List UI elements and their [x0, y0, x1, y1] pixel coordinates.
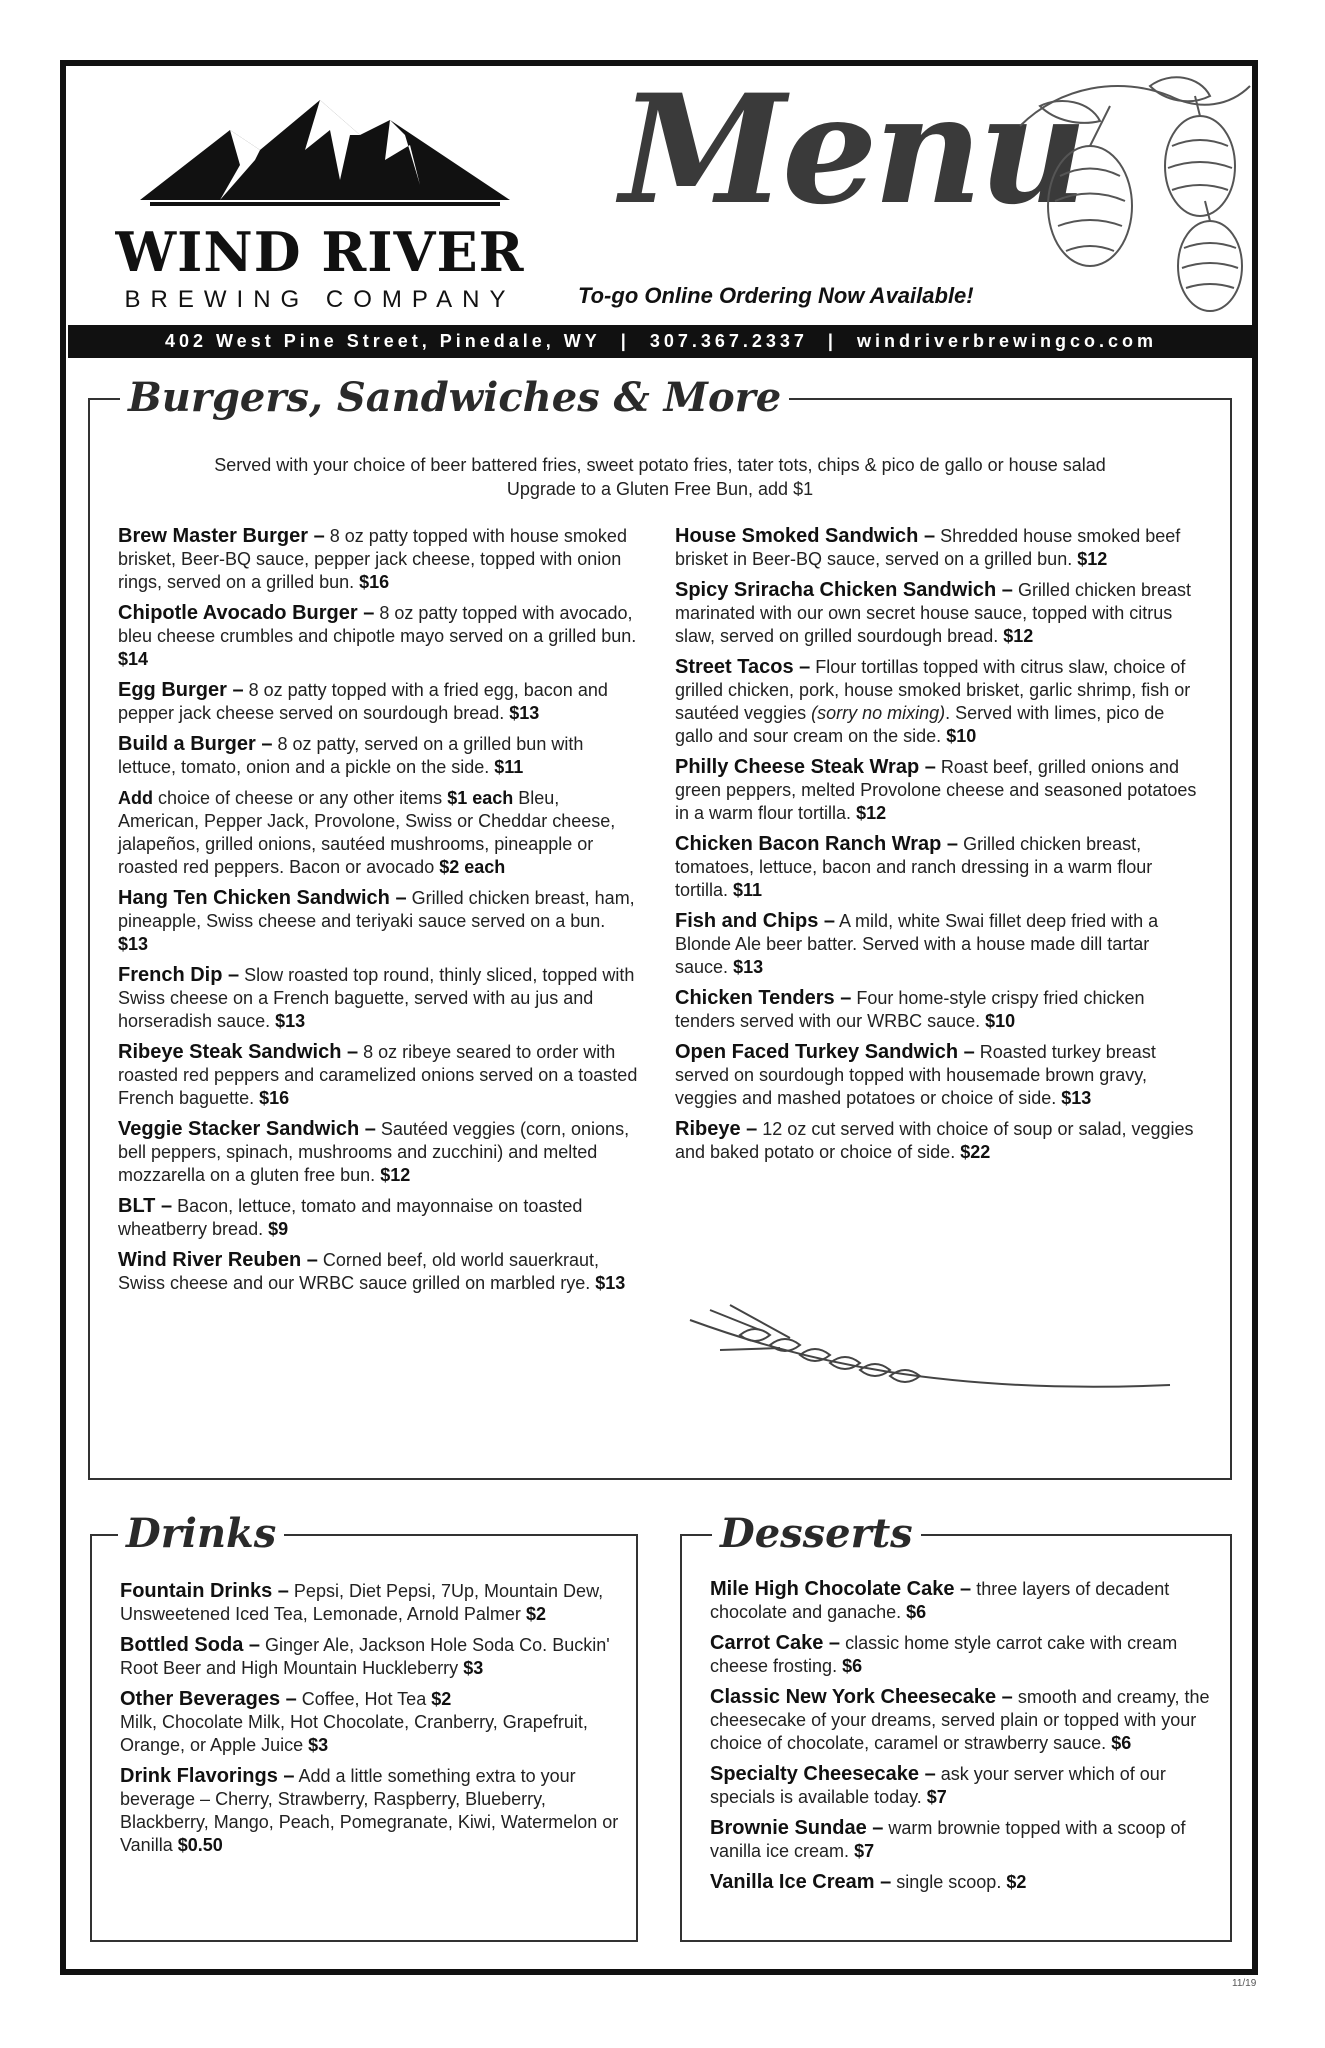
item-desc: Bacon, lettuce, tomato and mayonnaise on toasted wheatberry bread. [118, 1196, 583, 1239]
burgers-intro-line1: Served with your choice of beer battered fries, sweet potato fries, tater tots, chips & pico de gallo or house salad [214, 455, 1106, 475]
addons-price2: $2 each [439, 857, 506, 877]
item-desc: 12 oz cut served with choice of soup or salad, veggies and baked potato or choice of side. [675, 1119, 1194, 1162]
item-price: $13 [595, 1273, 626, 1293]
menu-item [118, 602, 638, 671]
item-price: $2 [1006, 1872, 1027, 1892]
item-name: Chipotle Avocado Burger – [118, 602, 375, 624]
burgers-right-column [675, 525, 1200, 1172]
menu-item [118, 887, 638, 956]
item-name: Fountain Drinks – [120, 1580, 289, 1602]
desserts-column [710, 1578, 1210, 1902]
item-name: Veggie Stacker Sandwich – [118, 1118, 376, 1140]
item-name: Classic New York Cheesecake – [710, 1686, 1013, 1708]
menu-item [675, 656, 1200, 748]
item-name: Fish and Chips – [675, 910, 836, 932]
item-desc: single scoop. [896, 1872, 1002, 1892]
item-name: Open Faced Turkey Sandwich – [675, 1041, 975, 1063]
brand-name: WIND RIVER [115, 220, 525, 284]
item-desc: Roasted turkey breast served on sourdough topped with housemade brown gravy, veggies and mashed potatoes or choice of side. [675, 1042, 1156, 1108]
item-price: $13 [1061, 1088, 1092, 1108]
item-desc: ask your server which of our specials is available today. [710, 1764, 1166, 1807]
item-price: $6 [842, 1656, 863, 1676]
item-price: $12 [1003, 626, 1034, 646]
item-desc: classic home style carrot cake with cream cheese frosting. [710, 1633, 1178, 1676]
item-name: Vanilla Ice Cream – [710, 1871, 892, 1893]
item-desc: Coffee, Hot Tea [301, 1689, 427, 1709]
addons-text2: Bleu, American, Pepper Jack, Provolone, Swiss or Cheddar cheese, jalapeños, grilled onions, sautéed mushrooms, pineapple or roasted red peppers. Bacon or avocado [118, 788, 616, 877]
item-desc: . Served with limes, pico de gallo and sour cream on the side. [675, 703, 1165, 746]
menu-title: Menu [620, 62, 1084, 238]
item-desc: Four home-style crispy fried chicken tenders served with our WRBC sauce. [675, 988, 1145, 1031]
menu-item [118, 525, 638, 594]
item-price: $11 [733, 880, 763, 900]
item-price: $10 [985, 1011, 1016, 1031]
drinks-column [120, 1580, 620, 1865]
item-desc: Sautéed veggies (corn, onions, bell peppers, spinach, mushrooms and zucchini) and melted mozzarella on a gluten free bun. [118, 1119, 630, 1185]
item-price: $16 [359, 572, 390, 592]
item-name: BLT – [118, 1195, 173, 1217]
burgers-left-column [118, 525, 638, 1303]
menu-item [118, 1118, 638, 1187]
menu-item [710, 1763, 1210, 1809]
menu-item [118, 1195, 638, 1241]
menu-item [120, 1634, 620, 1680]
burgers-intro-line2: Upgrade to a Gluten Free Bun, add $1 [506, 479, 814, 499]
menu-item [710, 1871, 1210, 1894]
item-price: $2 [431, 1689, 452, 1709]
menu-item [120, 1765, 620, 1857]
mountain-logo-icon [90, 90, 550, 220]
item-desc: 8 oz patty topped with a fried egg, bacon and pepper jack cheese served on sourdough bread. [118, 680, 608, 723]
item-name: Chicken Tenders – [675, 987, 852, 1009]
addons-price1: $1 each [447, 788, 514, 808]
item-name: Other Beverages – [120, 1688, 297, 1710]
hops-illustration-icon [1000, 66, 1255, 326]
item-price: $11 [494, 757, 524, 777]
item-price: $2 [525, 1604, 546, 1624]
contact-bar [68, 325, 1254, 358]
menu-item [710, 1578, 1210, 1624]
item-price: $6 [906, 1602, 927, 1622]
item-price: $9 [268, 1219, 289, 1239]
menu-item [710, 1632, 1210, 1678]
item-price: $13 [509, 703, 540, 723]
brand-subtitle: BREWING COMPANY [124, 286, 516, 313]
togo-ordering-note: To-go Online Ordering Now Available! [578, 283, 974, 308]
item-price: $7 [854, 1841, 875, 1861]
item-desc: Grilled chicken breast marinated with our own secret house sauce, topped with citrus slaw, served on grilled sourdough bread. [675, 580, 1192, 646]
item-name: Build a Burger – [118, 733, 273, 755]
item-desc: Milk, Chocolate Milk, Hot Chocolate, Cranberry, Grapefruit, Orange, or Apple Juice [120, 1712, 588, 1755]
item-price: $3 [463, 1658, 484, 1678]
item-desc-italic: (sorry no mixing) [811, 703, 946, 723]
item-desc: smooth and creamy, the cheesecake of your dreams, served plain or topped with your choice of chocolate, caramel or strawberry sauce. [710, 1687, 1210, 1753]
drinks-section-title: Drinks [118, 1510, 284, 1557]
burgers-section-title: Burgers, Sandwiches & More [120, 374, 789, 421]
addons-text1: choice of cheese or any other items [158, 788, 443, 808]
item-desc: Flour tortillas topped with citrus slaw, choice of grilled chicken, pork, house smoked brisket, garlic shrimp, fish or sautéed veggies [675, 657, 1191, 723]
item-price: $12 [856, 803, 887, 823]
addons-lead: Add [118, 788, 153, 808]
item-price: $13 [733, 957, 764, 977]
item-price: $0.50 [177, 1835, 223, 1855]
item-desc: warm brownie topped with a scoop of vanilla ice cream. [710, 1818, 1186, 1861]
item-name: French Dip – [118, 964, 240, 986]
item-desc: three layers of decadent chocolate and ganache. [710, 1579, 1170, 1622]
item-name: Philly Cheese Steak Wrap – [675, 756, 936, 778]
item-name: Hang Ten Chicken Sandwich – [118, 887, 407, 909]
item-name: Carrot Cake – [710, 1632, 841, 1654]
item-desc: 8 oz ribeye seared to order with roasted red peppers and caramelized onions served on a toasted French baguette. [118, 1042, 638, 1108]
item-name: Brew Master Burger – [118, 525, 325, 547]
brand-logo [90, 90, 550, 313]
item-price: $14 [118, 649, 149, 669]
addons-note [118, 787, 638, 879]
menu-item [675, 525, 1200, 571]
menu-item [118, 733, 638, 779]
menu-item [675, 1041, 1200, 1110]
item-price: $10 [946, 726, 977, 746]
phone-text: 307.367.2337 [649, 331, 808, 351]
menu-item [118, 964, 638, 1033]
menu-item [118, 1249, 638, 1295]
item-price: $13 [275, 1011, 306, 1031]
item-name: Ribeye – [675, 1118, 758, 1140]
item-name: Wind River Reuben – [118, 1249, 318, 1271]
item-price: $12 [380, 1165, 411, 1185]
address-text: 402 West Pine Street, Pinedale, WY [164, 331, 601, 351]
item-price: $13 [118, 934, 149, 954]
item-desc: Corned beef, old world sauerkraut, Swiss cheese and our WRBC sauce grilled on marbled rye. [118, 1250, 600, 1293]
item-price: $3 [308, 1735, 329, 1755]
item-name: Egg Burger – [118, 679, 244, 701]
separator: | [827, 331, 837, 351]
menu-item [710, 1817, 1210, 1863]
item-desc: 8 oz patty, served on a grilled bun with lettuce, tomato, onion and a pickle on the side. [118, 734, 584, 777]
item-name: Mile High Chocolate Cake – [710, 1578, 972, 1600]
menu-item [118, 679, 638, 725]
menu-item [675, 579, 1200, 648]
item-price: $22 [960, 1142, 991, 1162]
menu-item [118, 1041, 638, 1110]
item-name: Street Tacos – [675, 656, 811, 678]
item-price: $7 [926, 1787, 947, 1807]
desserts-section-title: Desserts [712, 1510, 921, 1557]
wheat-illustration-icon [680, 1300, 1180, 1410]
item-desc: Ginger Ale, Jackson Hole Soda Co. Buckin' Root Beer and High Mountain Huckleberry [120, 1635, 610, 1678]
item-name: Chicken Bacon Ranch Wrap – [675, 833, 959, 855]
item-name: Brownie Sundae – [710, 1817, 884, 1839]
menu-item [675, 910, 1200, 979]
website-text: windriverbrewingco.com [856, 331, 1158, 351]
menu-item [675, 833, 1200, 902]
item-desc: Grilled chicken breast, tomatoes, lettuce, bacon and ranch dressing in a warm flour tortilla. [675, 834, 1153, 900]
menu-item [120, 1580, 620, 1626]
item-desc: Slow roasted top round, thinly sliced, topped with Swiss cheese on a French baguette, served with au jus and horseradish sauce. [118, 965, 635, 1031]
version-footnote: 11/19 [1232, 1978, 1257, 1989]
item-name: Spicy Sriracha Chicken Sandwich – [675, 579, 1013, 601]
menu-item [710, 1686, 1210, 1755]
item-desc: Shredded house smoked beef brisket in Beer-BQ sauce, served on a grilled bun. [675, 526, 1181, 569]
menu-item [675, 987, 1200, 1033]
item-price: $6 [1111, 1733, 1132, 1753]
item-desc: Roast beef, grilled onions and green peppers, melted Provolone cheese and seasoned potatoes in a warm flour tortilla. [675, 757, 1197, 823]
item-name: House Smoked Sandwich – [675, 525, 936, 547]
item-name: Bottled Soda – [120, 1634, 261, 1656]
menu-item [120, 1688, 620, 1757]
menu-item [675, 1118, 1200, 1164]
separator: | [620, 331, 630, 351]
item-desc: 8 oz patty topped with house smoked brisket, Beer-BQ sauce, pepper jack cheese, topped with onion rings, served on a grilled bun. [118, 526, 627, 592]
burgers-intro [90, 453, 1230, 501]
item-price: $12 [1077, 549, 1108, 569]
item-name: Ribeye Steak Sandwich – [118, 1041, 359, 1063]
menu-item [675, 756, 1200, 825]
item-desc: A mild, white Swai fillet deep fried with a Blonde Ale beer batter. Served with a house made dill tartar sauce. [675, 911, 1159, 977]
item-desc: 8 oz patty topped with avocado, bleu cheese crumbles and chipotle mayo served on a grilled bun. [118, 603, 637, 646]
item-name: Specialty Cheesecake – [710, 1763, 936, 1785]
item-name: Drink Flavorings – [120, 1765, 295, 1787]
item-price: $16 [259, 1088, 290, 1108]
item-desc: Add a little something extra to your beverage – Cherry, Strawberry, Raspberry, Blueberry, Blackberry, Mango, Peach, Pomegranate, Kiwi, Watermelon or Vanilla [120, 1766, 619, 1855]
item-desc: Grilled chicken breast, ham, pineapple, Swiss cheese and teriyaki sauce served on a bun. [118, 888, 635, 931]
item-desc: Pepsi, Diet Pepsi, 7Up, Mountain Dew, Unsweetened Iced Tea, Lemonade, Arnold Palmer [120, 1581, 604, 1624]
